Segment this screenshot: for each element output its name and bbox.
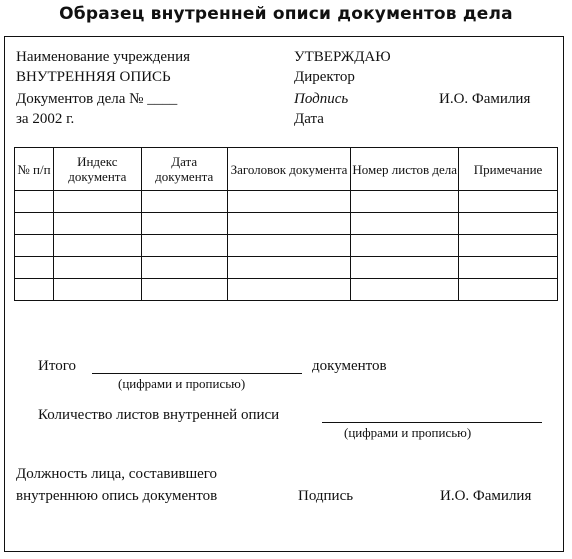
approval-date: Дата	[294, 111, 324, 127]
table-row	[15, 235, 558, 257]
inventory-heading: ВНУТРЕННЯЯ ОПИСЬ	[16, 69, 171, 85]
header-heading: Заголовок документа	[227, 148, 351, 191]
approval-name: И.О. Фамилия	[439, 91, 531, 107]
table-row	[15, 279, 558, 301]
sheets-label: Количество листов внутренней описи	[38, 407, 280, 423]
compiler-position-line2: внутреннюю опись документов	[16, 488, 218, 504]
table-row	[15, 191, 558, 213]
header-note: Примечание	[459, 148, 558, 191]
table-row	[15, 257, 558, 279]
sheets-blank-line	[322, 422, 542, 423]
total-caption: (цифрами и прописью)	[118, 376, 246, 391]
footer-name: И.О. Фамилия	[440, 488, 532, 504]
approve-heading: УТВЕРЖДАЮ	[294, 49, 391, 65]
total-blank-line	[92, 373, 302, 374]
sheets-caption: (цифрами и прописью)	[344, 425, 472, 440]
total-label: Итого	[38, 358, 76, 374]
table-row	[15, 213, 558, 235]
table-header-row	[15, 148, 558, 191]
approval-signature: Подпись	[294, 91, 349, 107]
header-sheet-numbers: Номер листов дела	[351, 148, 459, 191]
institution-name: Наименование учреждения	[16, 49, 191, 65]
header-date: Дата документа	[141, 148, 227, 191]
case-number: Документов дела № ____	[16, 91, 178, 107]
documents-table	[14, 147, 558, 301]
year-line: за 2002 г.	[16, 111, 75, 127]
director-label: Директор	[294, 69, 355, 85]
total-suffix: документов	[312, 358, 387, 374]
compiler-position-line1: Должность лица, составившего	[16, 466, 218, 482]
page-title: Образец внутренней описи документов дела	[59, 4, 513, 24]
header-number: № п/п	[15, 148, 54, 191]
header-index: Индекс документа	[53, 148, 141, 191]
footer-signature: Подпись	[298, 488, 354, 504]
